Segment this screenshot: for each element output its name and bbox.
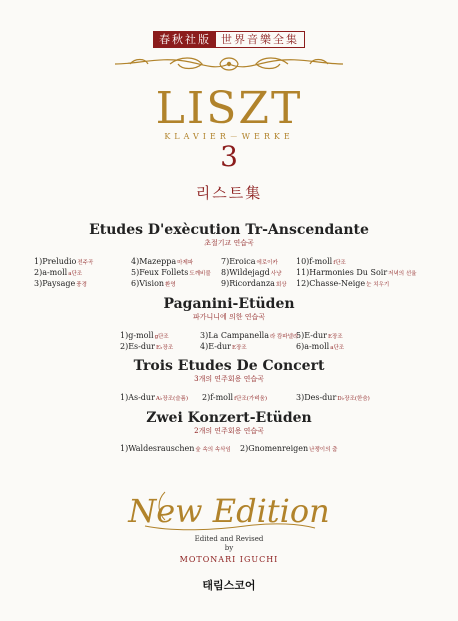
section-title-transcendental: Etudes D'exècution Tr-Anscendante [89, 222, 369, 238]
list-item: 11)Harmonies Du Soir저녁의 선율 [296, 268, 417, 277]
list-item: 1)As-durA♭장조(슬픔) [120, 393, 189, 402]
top-ornament-icon [110, 52, 348, 76]
edited-line-2: by [224, 544, 234, 552]
section-subtitle-transcendental: 초절기교 연습곡 [204, 239, 254, 247]
edited-credit [0, 535, 458, 553]
list-item: 9)Ricordanza회상 [221, 279, 287, 288]
list-item: 10)f-mollf단조 [296, 257, 346, 266]
section-title-zwei-etuden: Zwei Konzert-Etüden [146, 410, 312, 426]
volume-number: 3 [220, 140, 238, 173]
edition-title: New Edition [128, 492, 330, 530]
list-item: 4)Mazeppa마제파 [131, 257, 194, 266]
publisher-logo: 태림스코어 [202, 579, 256, 592]
list-item: 12)Chasse-Neige눈 치우기 [296, 279, 390, 288]
section-title-paganini: Paganini-Etüden [163, 296, 295, 312]
section-subtitle-paganini: 파가니니에 의한 연습곡 [192, 313, 266, 321]
list-item: 1)Waldesrauschen숲 속의 속삭임 [120, 444, 231, 453]
list-item: 2)Gnomenreigen난쟁이의 춤 [240, 444, 338, 453]
publisher-name: 春秋社版 [154, 32, 216, 47]
list-item: 2)Es-durE♭장조 [120, 342, 174, 351]
list-item: 5)E-durE장조 [296, 331, 343, 340]
list-item: 1)Preludio전주곡 [34, 257, 94, 266]
edited-line-1: Edited and Revised [194, 535, 264, 543]
list-item: 2)f-mollf단조(가벼움) [202, 393, 268, 402]
section-subtitle-trois-etudes: 3개의 연주회용 연습곡 [194, 375, 264, 383]
list-item: 3)Paysage풍경 [34, 279, 87, 288]
composer-name: LISZT [155, 83, 303, 134]
list-item: 3)La Campanella라 캄파넬라 [200, 331, 299, 340]
section-title-trois-etudes: Trois Etudes De Concert [133, 358, 325, 374]
list-item: 5)Feux Follets도깨비불 [131, 268, 211, 277]
korean-title: 리스트集 [195, 184, 263, 202]
list-item: 6)Vision환영 [131, 279, 176, 288]
series-name: 世界音樂全集 [221, 33, 299, 46]
editor-name: MOTONARI IGUCHI [179, 555, 279, 564]
list-item: 1)g-mollg단조 [120, 331, 169, 340]
series-badge [153, 31, 305, 48]
list-item: 8)Wildejagd사냥 [221, 268, 282, 277]
list-item: 7)Eroica에로이카 [221, 257, 278, 266]
list-item: 3)Des-durD♭장조(한숨) [296, 393, 370, 402]
work-subtitle: KLAVIER－WERKE [164, 132, 294, 141]
publisher-series-bar [0, 31, 458, 48]
section-subtitle-zwei-etuden: 2개의 연주회용 연습곡 [194, 427, 264, 435]
list-item: 6)a-molla단조 [296, 342, 345, 351]
list-item: 4)E-durE장조 [200, 342, 247, 351]
list-item: 2)a-molla단조 [34, 268, 83, 277]
